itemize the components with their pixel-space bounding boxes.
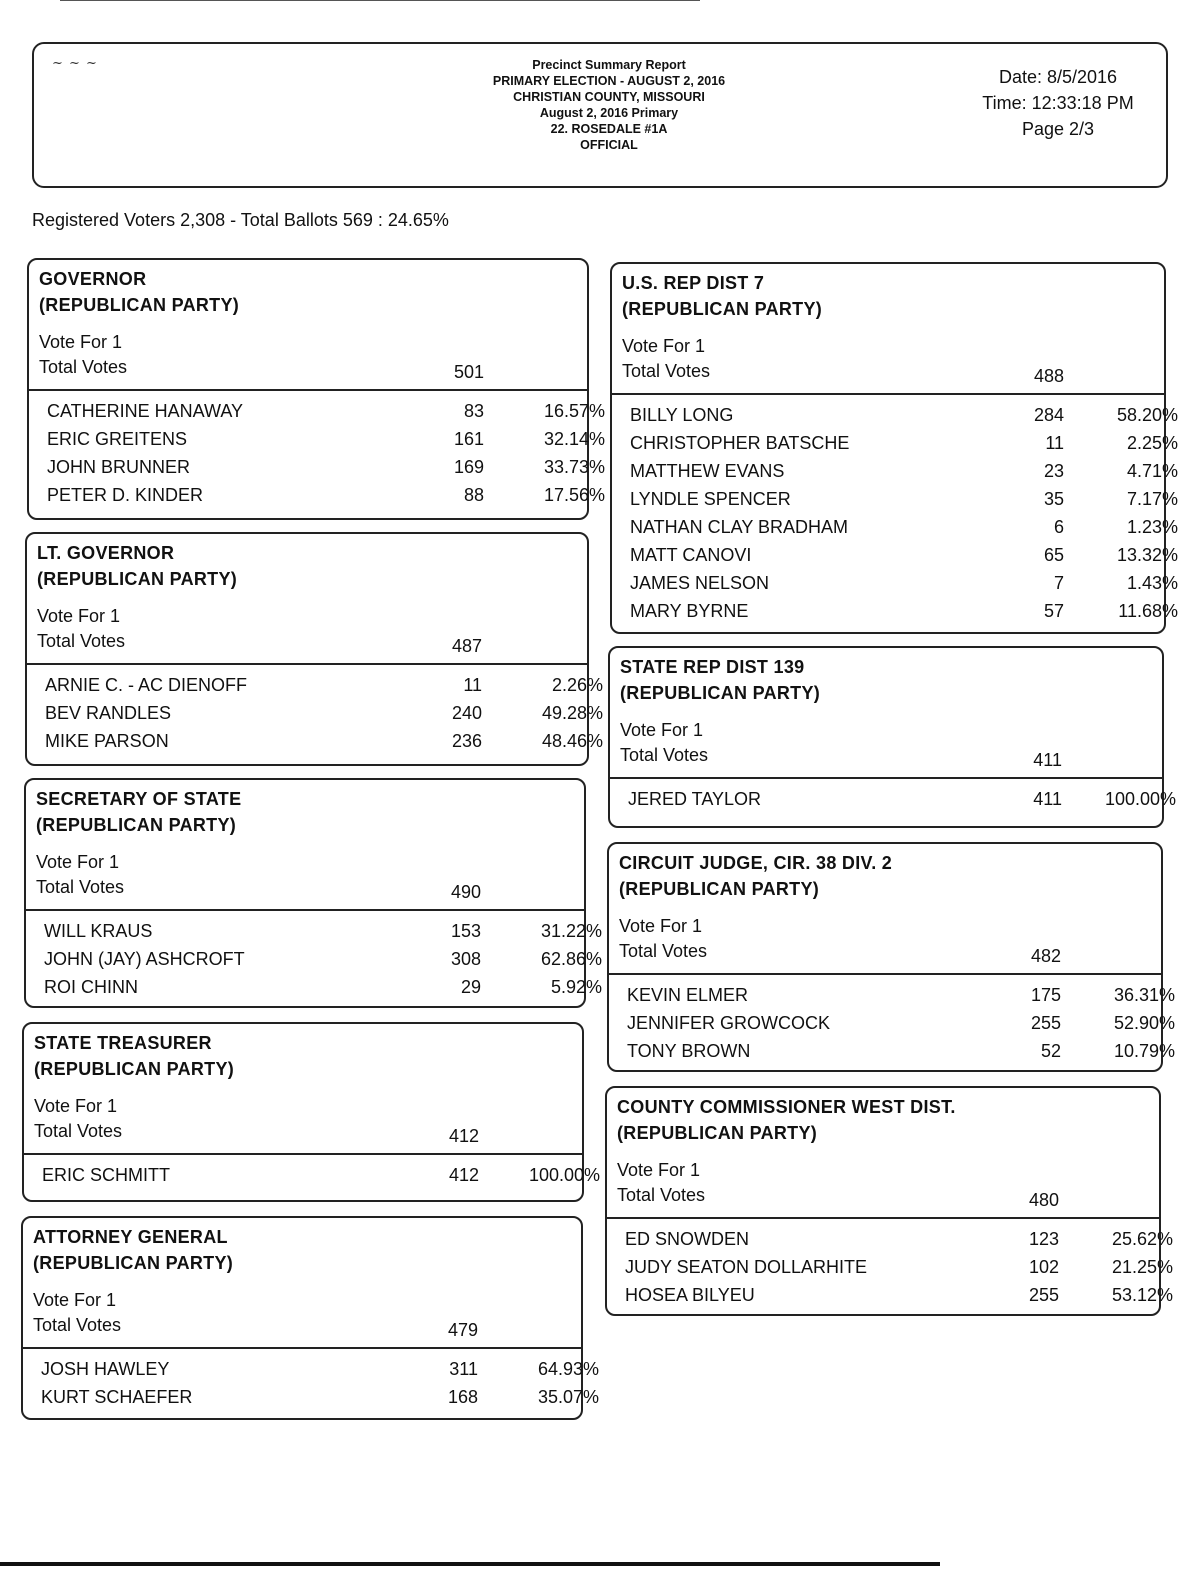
county-name: CHRISTIAN COUNTY, MISSOURI xyxy=(513,90,705,104)
candidate-row: ERIC SCHMITT 412 100.00% xyxy=(42,1165,600,1185)
divider xyxy=(612,393,1164,395)
total-votes-label: Total Votes xyxy=(622,361,711,381)
report-time: Time: 12:33:18 PM xyxy=(982,93,1134,113)
race-county-commissioner-west xyxy=(605,1086,1173,1316)
race-lt-governor xyxy=(25,532,603,766)
race-title: SECRETARY OF STATE (REPUBLICAN PARTY) xyxy=(36,789,242,835)
vote-for-label: Vote For 1 xyxy=(620,720,704,740)
total-votes-label: Total Votes xyxy=(39,357,128,377)
total-votes-value: 490 xyxy=(450,882,481,902)
candidate-row: WILL KRAUS 153 31.22% xyxy=(44,921,602,941)
candidate-row: JENNIFER GROWCOCK 255 52.90% xyxy=(627,1013,1175,1033)
report-date: Date: 8/5/2016 xyxy=(998,67,1118,87)
vote-for-label: Vote For 1 xyxy=(34,1096,118,1116)
candidate-row: JUDY SEATON DOLLARHITE 102 21.25% xyxy=(625,1257,1173,1277)
total-votes-value: 487 xyxy=(451,636,482,656)
total-votes-label: Total Votes xyxy=(33,1315,122,1335)
report-title: Precinct Summary Report xyxy=(532,58,686,72)
vote-for-label: Vote For 1 xyxy=(617,1160,701,1180)
primary-name: August 2, 2016 Primary xyxy=(539,106,679,120)
registration-summary: Registered Voters 2,308 - Total Ballots 569 : 24.65% xyxy=(32,210,449,230)
report-meta xyxy=(958,64,1158,142)
vote-for-label: Vote For 1 xyxy=(36,852,120,872)
race-state-treasurer xyxy=(22,1022,600,1202)
total-votes-label: Total Votes xyxy=(619,941,708,961)
candidate-row: CATHERINE HANAWAY 83 16.57% xyxy=(47,401,605,421)
page-number: Page 2/3 xyxy=(1021,119,1095,139)
race-title: CIRCUIT JUDGE, CIR. 38 DIV. 2 (REPUBLICAN PARTY) xyxy=(619,853,893,899)
candidate-row: MATTHEW EVANS 23 4.71% xyxy=(630,461,1178,481)
candidate-row: ARNIE C. - AC DIENOFF 11 2.26% xyxy=(45,675,603,695)
divider xyxy=(23,1347,581,1349)
candidate-row: ED SNOWDEN 123 25.62% xyxy=(625,1229,1173,1249)
total-votes-label: Total Votes xyxy=(37,631,126,651)
race-circuit-judge xyxy=(607,842,1175,1072)
total-votes-label: Total Votes xyxy=(34,1121,123,1141)
divider xyxy=(607,1217,1159,1219)
candidate-row: PETER D. KINDER 88 17.56% xyxy=(47,485,605,505)
candidate-row: JOSH HAWLEY 311 64.93% xyxy=(41,1359,599,1379)
candidate-row: NATHAN CLAY BRADHAM 6 1.23% xyxy=(630,517,1178,537)
divider xyxy=(29,389,587,391)
candidate-row: KURT SCHAEFER 168 35.07% xyxy=(41,1387,599,1407)
candidate-row: MARY BYRNE 57 11.68% xyxy=(630,601,1178,621)
candidate-row: MIKE PARSON 236 48.46% xyxy=(45,731,603,751)
total-votes-value: 479 xyxy=(447,1320,478,1340)
total-votes-value: 488 xyxy=(1033,366,1064,386)
candidate-row: BILLY LONG 284 58.20% xyxy=(630,405,1178,425)
vote-for-label: Vote For 1 xyxy=(622,336,706,356)
report-title-block xyxy=(334,57,884,153)
race-title: COUNTY COMMISSIONER WEST DIST. (REPUBLICAN PARTY) xyxy=(617,1097,956,1143)
candidate-row: JOHN (JAY) ASHCROFT 308 62.86% xyxy=(44,949,602,969)
candidate-row: ROI CHINN 29 5.92% xyxy=(44,977,602,997)
race-title: STATE TREASURER (REPUBLICAN PARTY) xyxy=(34,1033,235,1079)
total-votes-value: 480 xyxy=(1028,1190,1059,1210)
candidate-row: BEV RANDLES 240 49.28% xyxy=(45,703,603,723)
total-votes-value: 412 xyxy=(448,1126,479,1146)
candidate-row: KEVIN ELMER 175 36.31% xyxy=(627,985,1175,1005)
race-attorney-general xyxy=(21,1216,599,1420)
report-header xyxy=(32,42,1168,188)
divider xyxy=(610,777,1162,779)
candidate-row: ERIC GREITENS 161 32.14% xyxy=(47,429,605,449)
candidate-row: JERED TAYLOR 411 100.00% xyxy=(628,789,1176,809)
race-title: U.S. REP DIST 7 (REPUBLICAN PARTY) xyxy=(622,273,823,319)
vote-for-label: Vote For 1 xyxy=(37,606,121,626)
total-votes-value: 482 xyxy=(1030,946,1061,966)
total-votes-label: Total Votes xyxy=(36,877,125,897)
divider xyxy=(27,663,587,665)
race-title: GOVERNOR (REPUBLICAN PARTY) xyxy=(39,269,240,315)
total-votes-label: Total Votes xyxy=(620,745,709,765)
candidate-row: TONY BROWN 52 10.79% xyxy=(627,1041,1175,1061)
race-title: ATTORNEY GENERAL (REPUBLICAN PARTY) xyxy=(33,1227,234,1273)
divider xyxy=(24,1153,582,1155)
total-votes-value: 411 xyxy=(1033,750,1062,770)
race-us-rep-dist-7 xyxy=(610,262,1178,634)
report-status: OFFICIAL xyxy=(580,138,638,152)
precinct-name: 22. ROSEDALE #1A xyxy=(550,122,668,136)
race-secretary-of-state xyxy=(24,778,602,1008)
candidate-row: JOHN BRUNNER 169 33.73% xyxy=(47,457,605,477)
candidate-row: LYNDLE SPENCER 35 7.17% xyxy=(630,489,1178,509)
race-title: STATE REP DIST 139 (REPUBLICAN PARTY) xyxy=(620,657,821,703)
scan-bottom-edge xyxy=(0,1562,940,1566)
election-name: PRIMARY ELECTION - AUGUST 2, 2016 xyxy=(492,74,726,88)
race-state-rep-dist-139 xyxy=(608,646,1176,828)
candidate-row: CHRISTOPHER BATSCHE 11 2.25% xyxy=(630,433,1178,453)
scan-top-line xyxy=(60,0,700,1)
total-votes-label: Total Votes xyxy=(617,1185,706,1205)
vote-for-label: Vote For 1 xyxy=(619,916,703,936)
handwritten-mark: ~ ~ ~ xyxy=(52,56,98,71)
race-governor xyxy=(27,258,605,520)
race-title: LT. GOVERNOR (REPUBLICAN PARTY) xyxy=(37,543,238,589)
divider xyxy=(26,909,584,911)
total-votes-value: 501 xyxy=(453,362,484,382)
candidate-row: JAMES NELSON 7 1.43% xyxy=(630,573,1178,593)
vote-for-label: Vote For 1 xyxy=(39,332,123,352)
candidate-row: HOSEA BILYEU 255 53.12% xyxy=(625,1285,1173,1305)
vote-for-label: Vote For 1 xyxy=(33,1290,117,1310)
divider xyxy=(609,973,1161,975)
candidate-row: MATT CANOVI 65 13.32% xyxy=(630,545,1178,565)
